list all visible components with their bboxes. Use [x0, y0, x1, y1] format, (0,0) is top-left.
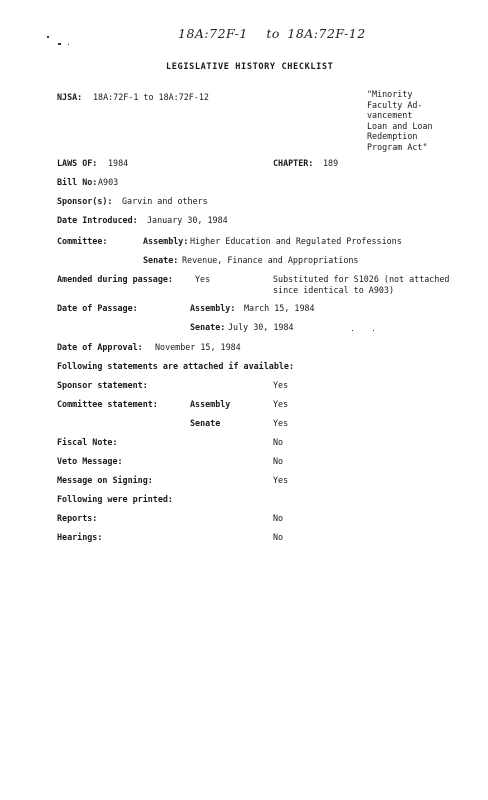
hearings-label: Hearings: [57, 532, 103, 542]
chapter-label: CHAPTER: [273, 158, 314, 168]
sponsor-statement-label: Sponsor statement: [57, 380, 148, 390]
handwritten-start: 18A:72F-1 [178, 26, 248, 41]
passage-assembly-label: Assembly: [190, 303, 236, 313]
scan-speck [47, 36, 49, 38]
bill-no-value: A903 [98, 177, 119, 187]
approval-label: Date of Approval: [57, 342, 143, 352]
scan-speck [373, 330, 374, 331]
passage-assembly-value: March 15, 1984 [244, 303, 315, 313]
bill-no-label: Bill No: [57, 177, 98, 187]
amended-note: Substituted for S1026 (not attached since identical to A903) [273, 274, 450, 295]
amended-value: Yes [195, 274, 211, 284]
veto-message-value: No [273, 456, 284, 466]
reports-label: Reports: [57, 513, 98, 523]
document-title: LEGISLATIVE HISTORY CHECKLIST [166, 62, 334, 72]
committee-label: Committee: [57, 236, 108, 246]
laws-of-value: 1984 [108, 158, 129, 168]
fiscal-note-value: No [273, 437, 284, 447]
date-introduced-value: January 30, 1984 [147, 215, 228, 225]
veto-message-label: Veto Message: [57, 456, 123, 466]
fiscal-note-label: Fiscal Note: [57, 437, 118, 447]
passage-senate-value: July 30, 1984 [228, 322, 294, 332]
scan-speck [58, 43, 61, 45]
scan-speck [68, 44, 69, 45]
handwritten-end: 18A:72F-12 [287, 26, 366, 41]
committee-statement-assembly-label: Assembly [190, 399, 231, 409]
committee-statement-assembly-value: Yes [273, 399, 289, 409]
committee-senate-value: Revenue, Finance and Appropriations [182, 255, 359, 265]
sponsor-statement-value: Yes [273, 380, 289, 390]
signing-message-label: Message on Signing: [57, 475, 153, 485]
printed-heading: Following were printed: [57, 494, 173, 504]
sponsors-label: Sponsor(s): [57, 196, 113, 206]
committee-assembly-value: Higher Education and Regulated Professions [190, 236, 402, 246]
committee-statement-senate-value: Yes [273, 418, 289, 428]
committee-senate-label: Senate: [143, 255, 179, 265]
scan-speck [352, 330, 353, 331]
act-name: "Minority Faculty Ad- vancement Loan and Loan Redemption Program Act" [367, 89, 433, 152]
handwritten-range [178, 26, 366, 41]
laws-of-label: LAWS OF: [57, 158, 98, 168]
chapter-value: 189 [323, 158, 339, 168]
njsa-value: 18A:72F-1 to 18A:72F-12 [93, 92, 209, 102]
attached-heading: Following statements are attached if available: [57, 361, 294, 371]
hearings-value: No [273, 532, 284, 542]
signing-message-value: Yes [273, 475, 289, 485]
date-introduced-label: Date Introduced: [57, 215, 138, 225]
sponsors-value: Garvin and others [122, 196, 208, 206]
njsa-label: NJSA: [57, 92, 83, 102]
committee-statement-label: Committee statement: [57, 399, 158, 409]
reports-value: No [273, 513, 284, 523]
passage-senate-label: Senate: [190, 322, 226, 332]
approval-value: November 15, 1984 [155, 342, 241, 352]
committee-statement-senate-label: Senate [190, 418, 221, 428]
handwritten-connector: to [266, 26, 280, 41]
committee-assembly-label: Assembly: [143, 236, 189, 246]
passage-label: Date of Passage: [57, 303, 138, 313]
amended-label: Amended during passage: [57, 274, 173, 284]
